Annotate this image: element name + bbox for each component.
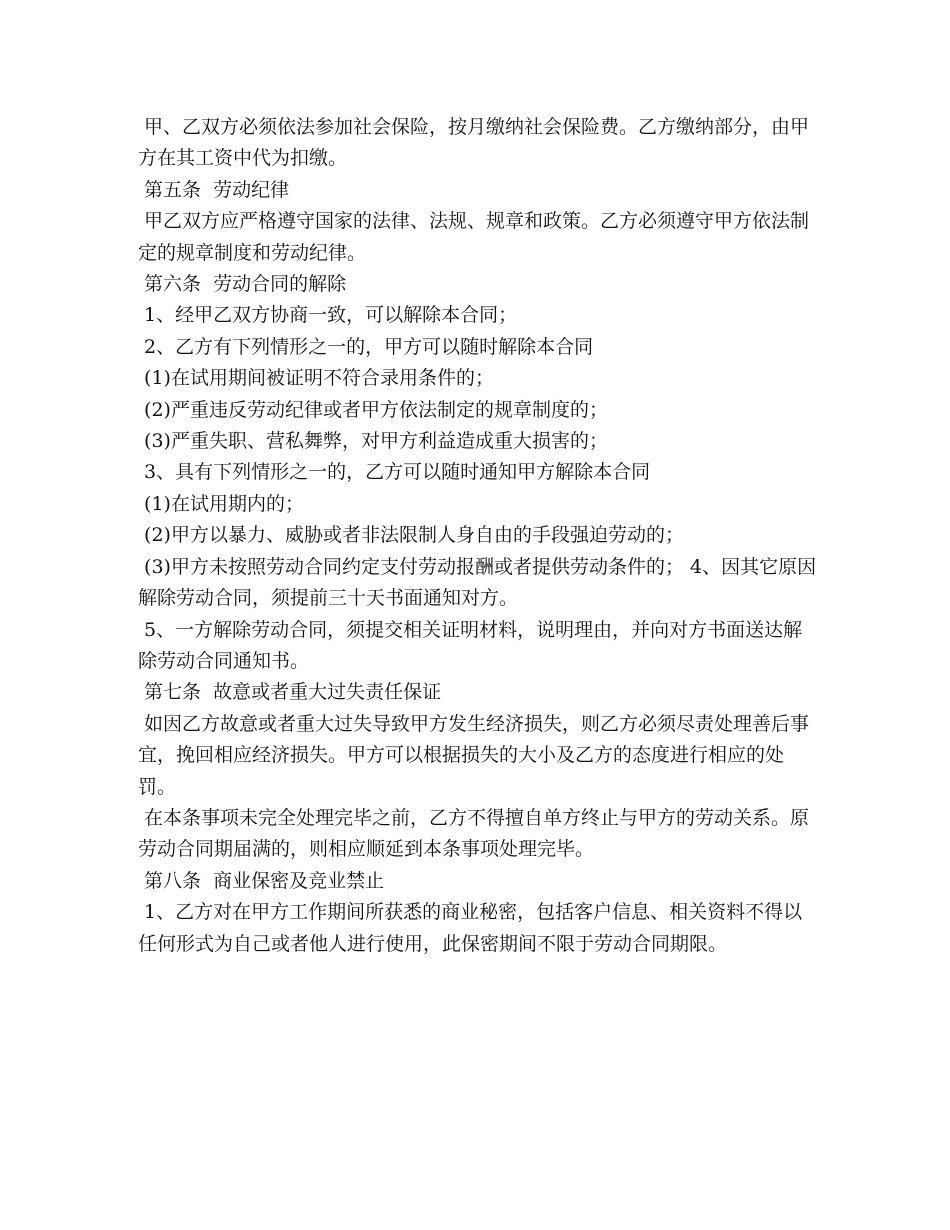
list-item: (1)在试用期内的； [138,492,304,515]
list-item: 5、一方解除劳动合同，须提交相关证明材料，说明理由，并向对方书面送达解除劳动合同通知书。 [138,618,803,672]
list-item: 1、经甲乙双方协商一致，可以解除本合同； [138,304,518,327]
list-item: 3、具有下列情形之一的，乙方可以随时通知甲方解除本合同 [138,461,651,484]
list-item: (3)甲方未按照劳动合同约定支付劳动报酬或者提供劳动条件的； 4、因其它原因解除劳动合同，须提前三十天书面通知对方。 [138,555,817,610]
list-item: (3)严重失职、营私舞弊，对甲方利益造成重大损害的； [138,430,608,453]
document-page [138,112,818,960]
paragraph-confidentiality: 1、乙方对在甲方工作期间所获悉的商业秘密，包括客户信息、相关资料不得以任何形式为自己或者他人进行使用，此保密期间不限于劳动合同期限。 [138,901,803,955]
paragraph-social-insurance: 甲、乙双方必须依法参加社会保险，按月缴纳社会保险费。乙方缴纳部分，由甲方在其工资中代为扣缴。 [138,116,810,170]
heading-article-8: 第八条 商业保密及竞业禁止 [138,869,385,892]
list-item: (2)甲方以暴力、威胁或者非法限制人身自由的手段强迫劳动的； [138,524,684,547]
paragraph-liability-extension: 在本条事项未完全处理完毕之前，乙方不得擅自单方终止与甲方的劳动关系。原劳动合同期届满的，则相应顺延到本条事项处理完毕。 [138,806,810,861]
list-item: 2、乙方有下列情形之一的，甲方可以随时解除本合同 [138,335,594,358]
heading-article-5: 第五条 劳动纪律 [138,178,290,201]
heading-article-6: 第六条 劳动合同的解除 [138,273,347,296]
list-item: (2)严重违反劳动纪律或者甲方依法制定的规章制度的； [138,398,608,421]
paragraph-labor-discipline: 甲乙双方应严格遵守国家的法律、法规、规章和政策。乙方必须遵守甲方依法制定的规章制度和劳动纪律。 [138,210,810,264]
heading-article-7: 第七条 故意或者重大过失责任保证 [138,681,442,704]
paragraph-liability: 如因乙方故意或者重大过失导致甲方发生经济损失，则乙方必须尽责处理善后事宜，挽回相应经济损失。甲方可以根据损失的大小及乙方的态度进行相应的处罚。 [138,712,810,798]
list-item: (1)在试用期间被证明不符合录用条件的； [138,367,494,390]
